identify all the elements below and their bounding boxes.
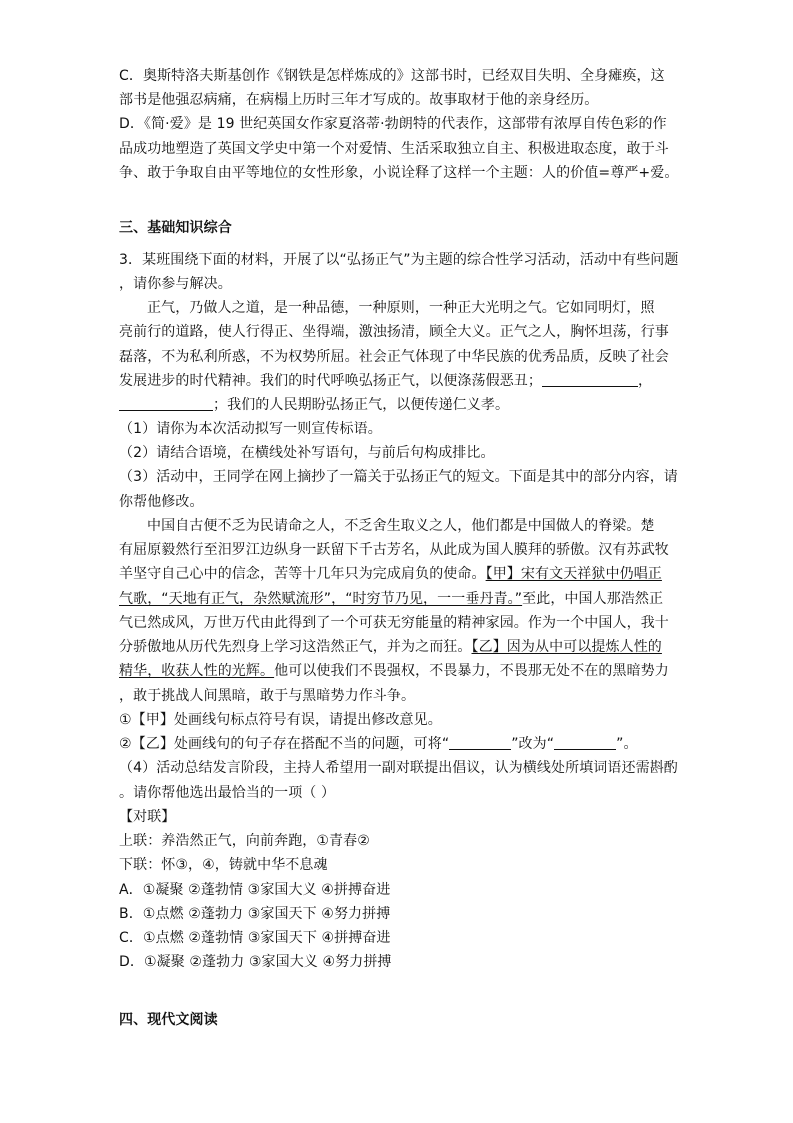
underlined-sentence-yi-cont: 精华，收获人性的光辉。 <box>119 663 275 679</box>
essay-line-4 <box>119 590 663 608</box>
underlined-sentence-yi: 【乙】因为从中可以提炼人性的 <box>471 639 662 655</box>
essay-line-6-text: 分骄傲地从历代先烈身上学习这浩然正气，并为之而狂。 <box>119 639 472 655</box>
passage-line-2: 亮前行的道路，使人行得正、坐得端，激浊扬清，顾全大义。正气之人，胸怀坦荡，行事 <box>119 324 669 340</box>
underlined-sentence-jia: 【甲】宋有文天祥狱中仍唱正 <box>485 566 662 582</box>
option-b: B．①点燃 ②蓬勃力 ③家国天下 ④努力拼搏 <box>119 906 391 922</box>
essay-line-7 <box>119 662 669 680</box>
item-1: ①【甲】处画线句标点符号有误，请提出修改意见。 <box>119 712 442 728</box>
subquestion-4-line-1: （4）活动总结发言阶段，主持人希望用一副对联提出倡议，认为横线处所填词语还需斟酌 <box>119 760 678 776</box>
question-3-line-2: ，请你参与解决。 <box>119 276 232 292</box>
fill-blank-4[interactable] <box>554 735 616 750</box>
fill-blank-2[interactable] <box>119 396 213 411</box>
option-c-line-1: C．奥斯特洛夫斯基创作《钢铁是怎样炼成的》这部书时，已经双目失明、全身瘫痪，这 <box>119 68 665 84</box>
option-d-line-2: 品成功地塑造了英国文学史中第一个对爱情、生活采取独立自主、积极进取态度，敢于斗 <box>119 141 669 157</box>
couplet-label: 【对联】 <box>119 809 176 825</box>
essay-line-1: 中国自古便不乏为民请命之人，不乏舍生取义之人，他们都是中国做人的脊梁。楚 <box>147 518 655 534</box>
couplet-upper: 上联：养浩然正气，向前奔跑，①青春② <box>119 833 370 849</box>
question-3-line-1: 3．某班围绕下面的材料，开展了以“弘扬正气”为主题的综合性学习活动，活动中有些问题 <box>119 252 679 268</box>
section-4-heading: 四、现代文阅读 <box>119 1012 218 1028</box>
option-c: C．①点燃 ②蓬勃情 ③家国天下 ④拼搏奋进 <box>119 930 391 946</box>
passage-line-4 <box>119 372 652 390</box>
subquestion-1: （1）请你为本次活动拟写一则宣传标语。 <box>119 421 382 437</box>
passage-line-5-text: ；我们的人民期盼弘扬正气，以便传递仁义孝。 <box>213 397 510 413</box>
essay-line-7-text: 他可以使我们不畏强权，不畏暴力，不畏那无处不在的黑暗势力 <box>274 663 669 679</box>
item-2-text-a: ②【乙】处画线句的句子存在搭配不当的问题，可将“ <box>119 736 450 752</box>
subquestion-4-line-2: 。请你帮他选出最恰当的一项（ ） <box>119 785 336 801</box>
passage-line-4-text: 发展进步的时代精神。我们的时代呼唤弘扬正气，以便涤荡假恶丑； <box>119 373 542 389</box>
passage-comma: ， <box>638 373 653 389</box>
couplet-lower: 下联：怀③，④，铸就中华不息魂 <box>119 857 328 873</box>
passage-line-3: 磊落，不为私利所惑，不为权势所屈。社会正气体现了中华民族的优秀品质，反映了社会 <box>119 349 669 365</box>
fill-blank-3[interactable] <box>449 735 511 750</box>
subquestion-3-line-1: （3）活动中，王同学在网上摘抄了一篇关于弘扬正气的短文。下面是其中的部分内容，请 <box>119 469 678 485</box>
essay-line-3-text: 羊坚守自己心中的信念，苦等十几年只为完成肩负的使命。 <box>119 566 486 582</box>
passage-line-1: 正气，乃做人之道，是一种品德，一种原则，一种正大光明之气。它如同明灯，照 <box>147 300 655 316</box>
item-2 <box>119 735 638 753</box>
option-d-line-3: 争、敢于争取自由平等地位的女性形象，小说诠释了这样一个主题：人的价值=尊严+爱。 <box>119 165 679 181</box>
essay-line-6 <box>119 638 662 656</box>
section-3-heading: 三、基础知识综合 <box>119 220 232 236</box>
underlined-sentence-jia-cont: 气歌，“天地有正气，杂然赋流形”，“时穷节乃见，一一垂丹青。” <box>119 591 523 607</box>
option-a: A．①凝聚 ②蓬勃情 ③家国大义 ④拼搏奋进 <box>119 882 391 898</box>
item-2-text-c: ”。 <box>616 736 638 752</box>
option-d: D．①凝聚 ②蓬勃力 ③家国大义 ④努力拼搏 <box>119 954 392 970</box>
passage-line-5 <box>119 396 509 414</box>
essay-line-2: 有屈原毅然行至汨罗江边纵身一跃留下千古芳名，从此成为国人膜拜的骄傲。汉有苏武牧 <box>119 542 669 558</box>
subquestion-3-line-2: 你帮他修改。 <box>119 494 204 510</box>
essay-line-8: ，敢于挑战人间黑暗，敢于与黑暗势力作斗争。 <box>119 688 416 704</box>
option-c-line-2: 部书是他强忍病痛，在病榻上历时三年才写成的。故事取材于他的亲身经历。 <box>119 92 599 108</box>
essay-line-3 <box>119 565 662 583</box>
option-d-line-1: D．《简·爱》是 19 世纪英国女作家夏洛蒂·勃朗特的代表作，这部带有浓厚自传色彩的作 <box>119 116 667 132</box>
item-2-text-b: ”改为“ <box>511 736 555 752</box>
subquestion-2: （2）请结合语境，在横线处补写语句，与前后句构成排比。 <box>119 445 495 461</box>
essay-line-4-text: 至此，中国人那浩然正 <box>522 591 664 607</box>
fill-blank-1[interactable] <box>542 372 638 387</box>
essay-line-5: 气已然成风，万世万代由此得到了一个可获无穷能量的精神家园。作为一个中国人，我十 <box>119 615 669 631</box>
